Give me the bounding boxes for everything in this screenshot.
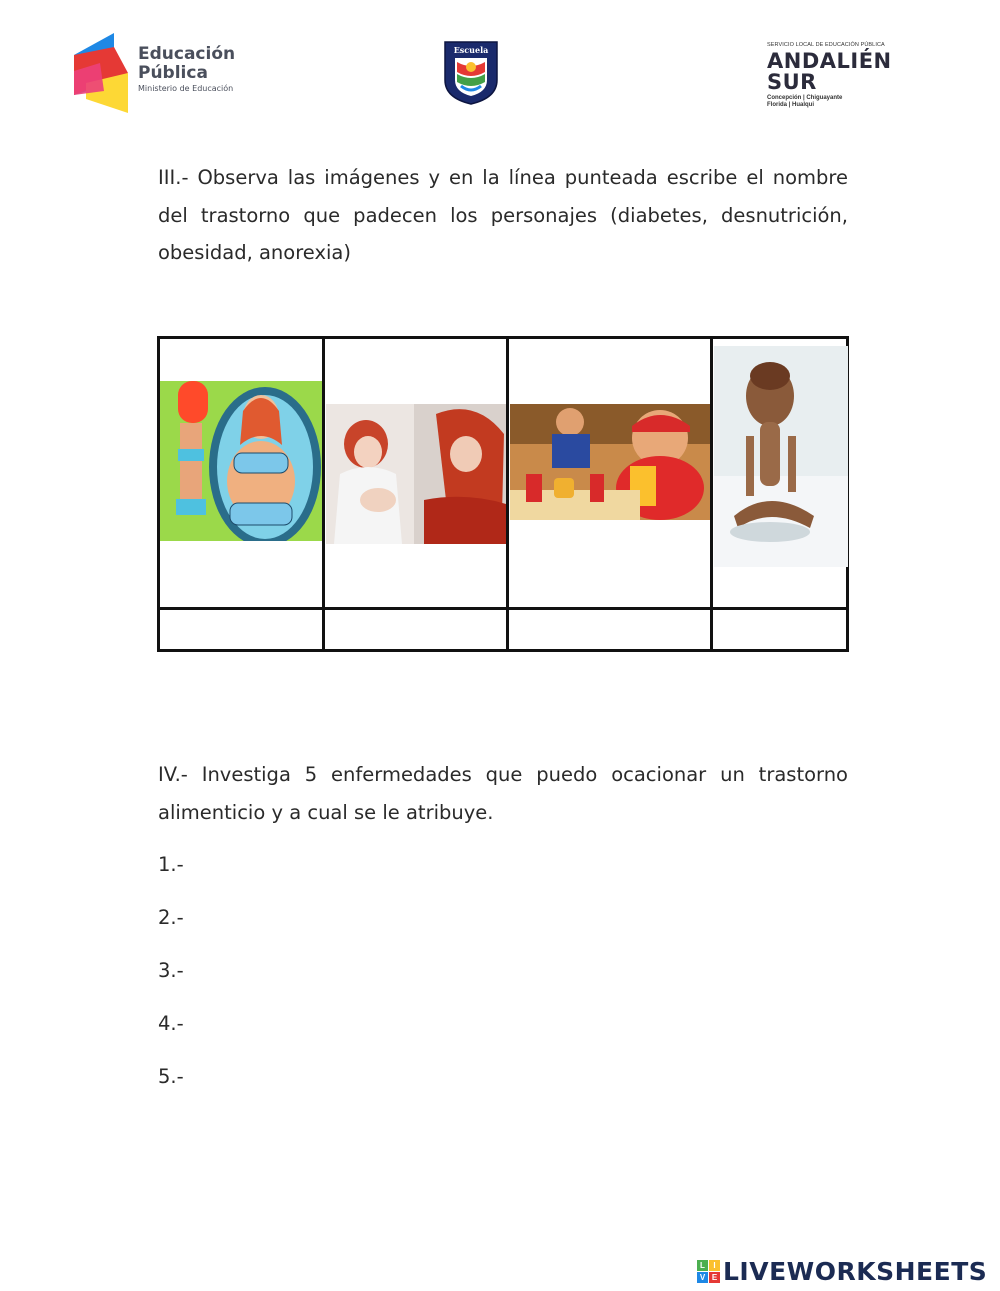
list-item-3: 3.- — [158, 959, 184, 982]
answer-cell-1[interactable] — [160, 610, 322, 649]
liveworksheets-wordmark: LIVEWORKSHEETS — [723, 1256, 988, 1286]
woman-eating-disorder-photo-icon — [326, 404, 506, 544]
answer-cell-3[interactable] — [509, 610, 710, 649]
places-line1: Concepción | Chiguayante — [767, 95, 843, 101]
logo-subtitle: Ministerio de Educación — [138, 84, 234, 93]
image-woman — [326, 404, 506, 544]
logo-word-sur: SUR — [767, 70, 817, 94]
block-letter-l: L — [697, 1260, 708, 1271]
answer-cell-2[interactable] — [325, 610, 506, 649]
liveworksheets-blocks-icon — [697, 1260, 720, 1283]
educacion-publica-logo — [74, 33, 254, 115]
block-letter-i: I — [709, 1260, 720, 1271]
liveworksheets-logo — [697, 1254, 987, 1288]
places-line2: Florida | Hualqui — [767, 102, 815, 108]
table-divider — [322, 339, 325, 649]
block-letter-v: V — [697, 1272, 708, 1283]
logo-places — [767, 95, 907, 109]
block-letter-e: E — [709, 1272, 720, 1283]
andalien-sur-logo — [767, 42, 907, 116]
list-item-2: 2.- — [158, 906, 184, 929]
anorexia-mirror-illustration-icon — [160, 381, 322, 541]
section-3-instruction: III.- Observa las imágenes y en la línea punteada escribe el nombre del trastorno que padecen los personajes (diabetes, desnutrición, obesidad, anorexia) — [158, 166, 848, 264]
table-divider — [710, 339, 713, 649]
crest-label: Escuela — [453, 45, 489, 55]
service-label: SERVICIO LOCAL DE EDUCACIÓN PÚBLICA — [767, 42, 885, 48]
logo-word-andalien: ANDALIÉN — [767, 49, 892, 73]
educacion-publica-emblem-icon — [74, 33, 134, 115]
image-malnourished-child — [714, 346, 848, 567]
logo-title-line1: Educación — [138, 44, 236, 64]
logo-title-line2: Pública — [138, 63, 208, 83]
image-table — [157, 336, 849, 652]
list-item-1: 1.- — [158, 853, 184, 876]
image-child-fast-food — [510, 404, 710, 520]
child-eating-fast-food-photo-icon — [510, 404, 710, 520]
malnourished-child-photo-icon — [714, 346, 848, 567]
answer-cell-4[interactable] — [713, 610, 846, 649]
section-4-instruction: IV.- Investiga 5 enfermedades que puedo ocacionar un trastorno alimenticio y a cual se le atribuye. — [158, 763, 848, 824]
list-item-5: 5.- — [158, 1065, 184, 1088]
image-anorexia — [160, 381, 322, 541]
school-crest — [443, 40, 499, 106]
table-divider — [506, 339, 509, 649]
logo-title — [138, 45, 235, 83]
list-item-4: 4.- — [158, 1012, 184, 1035]
